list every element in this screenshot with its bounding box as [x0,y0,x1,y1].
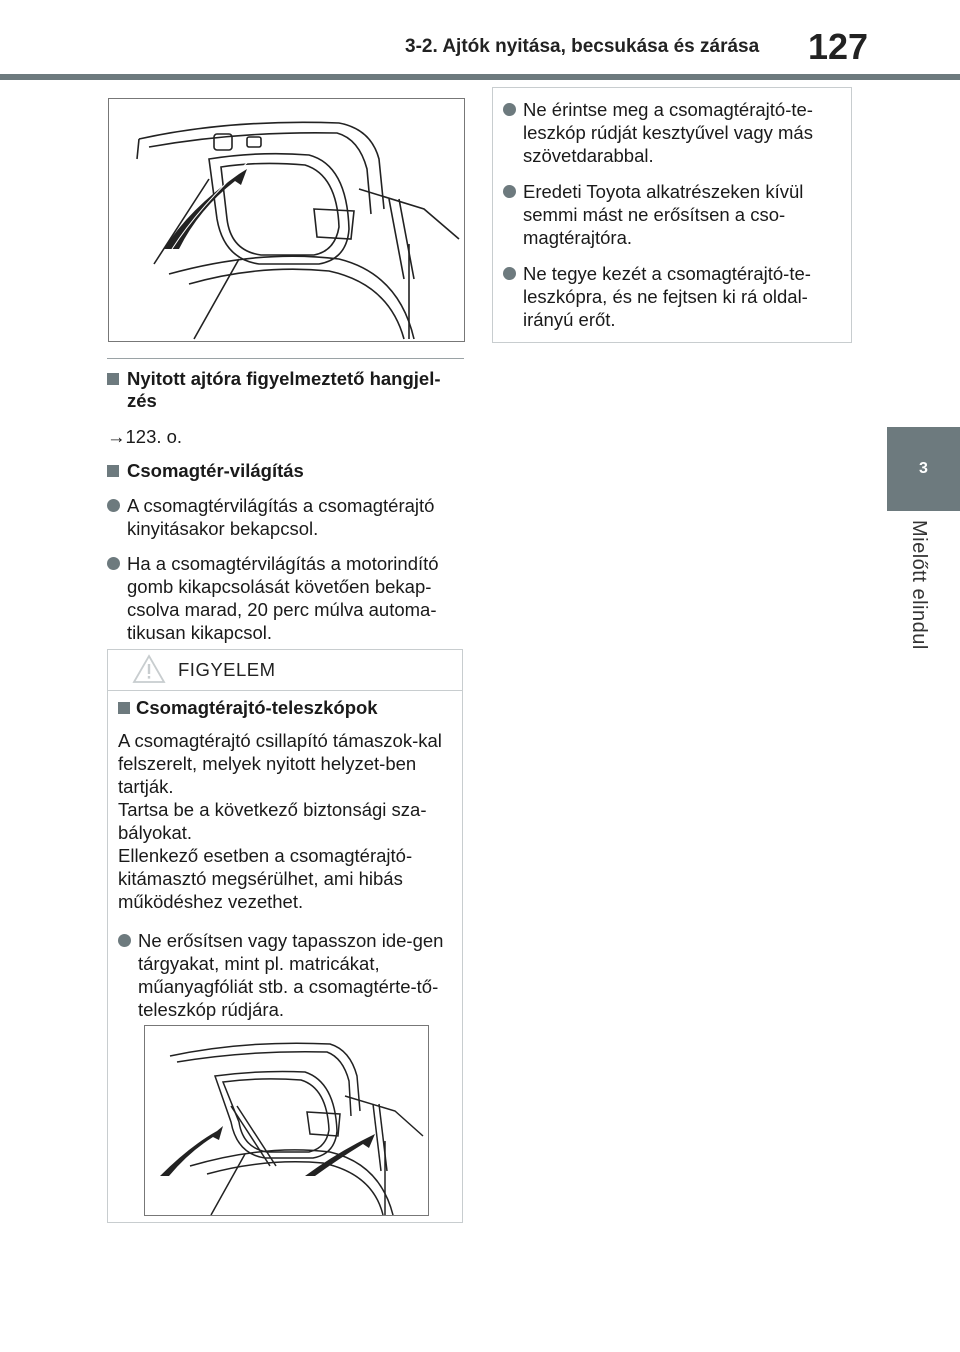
list-item-text: Ne erősítsen vagy tapasszon ide-gen tárgyakat, mint pl. matricákat, műanyagfóliát stb. a csomagtérte-tő-teleszkóp rúdjára. [138,930,444,1020]
page-number: 127 [808,26,869,67]
list-item-text: Ha a csomagtérvilágítás a motorindító gomb kikapcsolását követően bekap-csolva marad, 20 perc múlva automa-tikusan kikapcsol. [127,553,439,643]
chapter-label: Mielőtt elindul [908,520,930,650]
trunk-light-heading [107,460,464,482]
warning-triangle-icon [132,654,166,684]
bullet-dot-icon [503,103,516,116]
bullet-dot-icon [107,499,120,512]
square-bullet-icon [107,373,119,385]
warning-paragraph-line: Tartsa be a következő biztonsági sza-bályokat. [118,799,427,843]
caution-box [492,87,852,343]
square-bullet-icon [118,702,130,714]
door-ajar-heading-text: Nyitott ajtóra figyelmeztető hangjel-zés [127,368,441,411]
bullet-dot-icon [503,185,516,198]
arrow-icon: → [107,426,126,447]
list-item [118,929,452,1021]
list-item [107,552,464,644]
door-ajar-heading [107,368,464,412]
tailgate-light-figure [108,98,465,342]
warning-header [108,650,462,691]
chapter-number: 3 [919,460,928,477]
list-item-text: A csomagtérvilágítás a csomagtérajtó kinyitásakor bekapcsol. [127,495,435,539]
gas-struts-heading-text: Csomagtérajtó-teleszkópok [136,697,378,718]
trunk-light-heading-text: Csomagtér-világítás [127,460,304,481]
warning-paragraph-line: A csomagtérajtó csillapító támaszok-kal felszerelt, melyek nyitott helyzet-ben tartják. [118,730,442,797]
list-item [503,262,839,331]
warning-content [108,691,462,1021]
left-column [107,358,464,644]
header-rule [0,74,960,80]
gas-struts-figure [144,1025,429,1216]
section-divider [107,358,464,359]
warning-title: FIGYELEM [178,659,276,680]
list-item [107,494,464,540]
chapter-tab[interactable] [887,427,960,511]
list-item-text: Eredeti Toyota alkatrészeken kívül semmi mást ne erősítsen a cso-magtérajtóra. [523,181,804,248]
list-item-text: Ne érintse meg a csomagtérajtó-te-leszkóp rúdját kesztyűvel vagy más szövetdarabbal. [523,99,813,166]
section-title: 3-2. Ajtók nyitása, becsukása és zárása [405,36,760,57]
gas-struts-illustration [145,1026,428,1215]
gas-struts-heading [118,697,452,719]
list-item [503,180,839,249]
caution-content [493,88,851,331]
tailgate-light-illustration [109,99,464,341]
bullet-dot-icon [503,267,516,280]
list-item [503,98,839,167]
page-reference-text: 123. o. [125,426,183,447]
square-bullet-icon [107,465,119,477]
bullet-dot-icon [118,934,131,947]
page-reference[interactable] [107,425,464,448]
list-item-text: Ne tegye kezét a csomagtérajtó-te-leszkópra, és ne fejtsen ki rá oldal-irányú erőt. [523,263,811,330]
warning-paragraph-line: Ellenkező esetben a csomagtérajtó-kitámasztó megsérülhet, ami hibás működéshez vezethet. [118,845,413,912]
bullet-dot-icon [107,557,120,570]
warning-paragraph [118,729,452,913]
